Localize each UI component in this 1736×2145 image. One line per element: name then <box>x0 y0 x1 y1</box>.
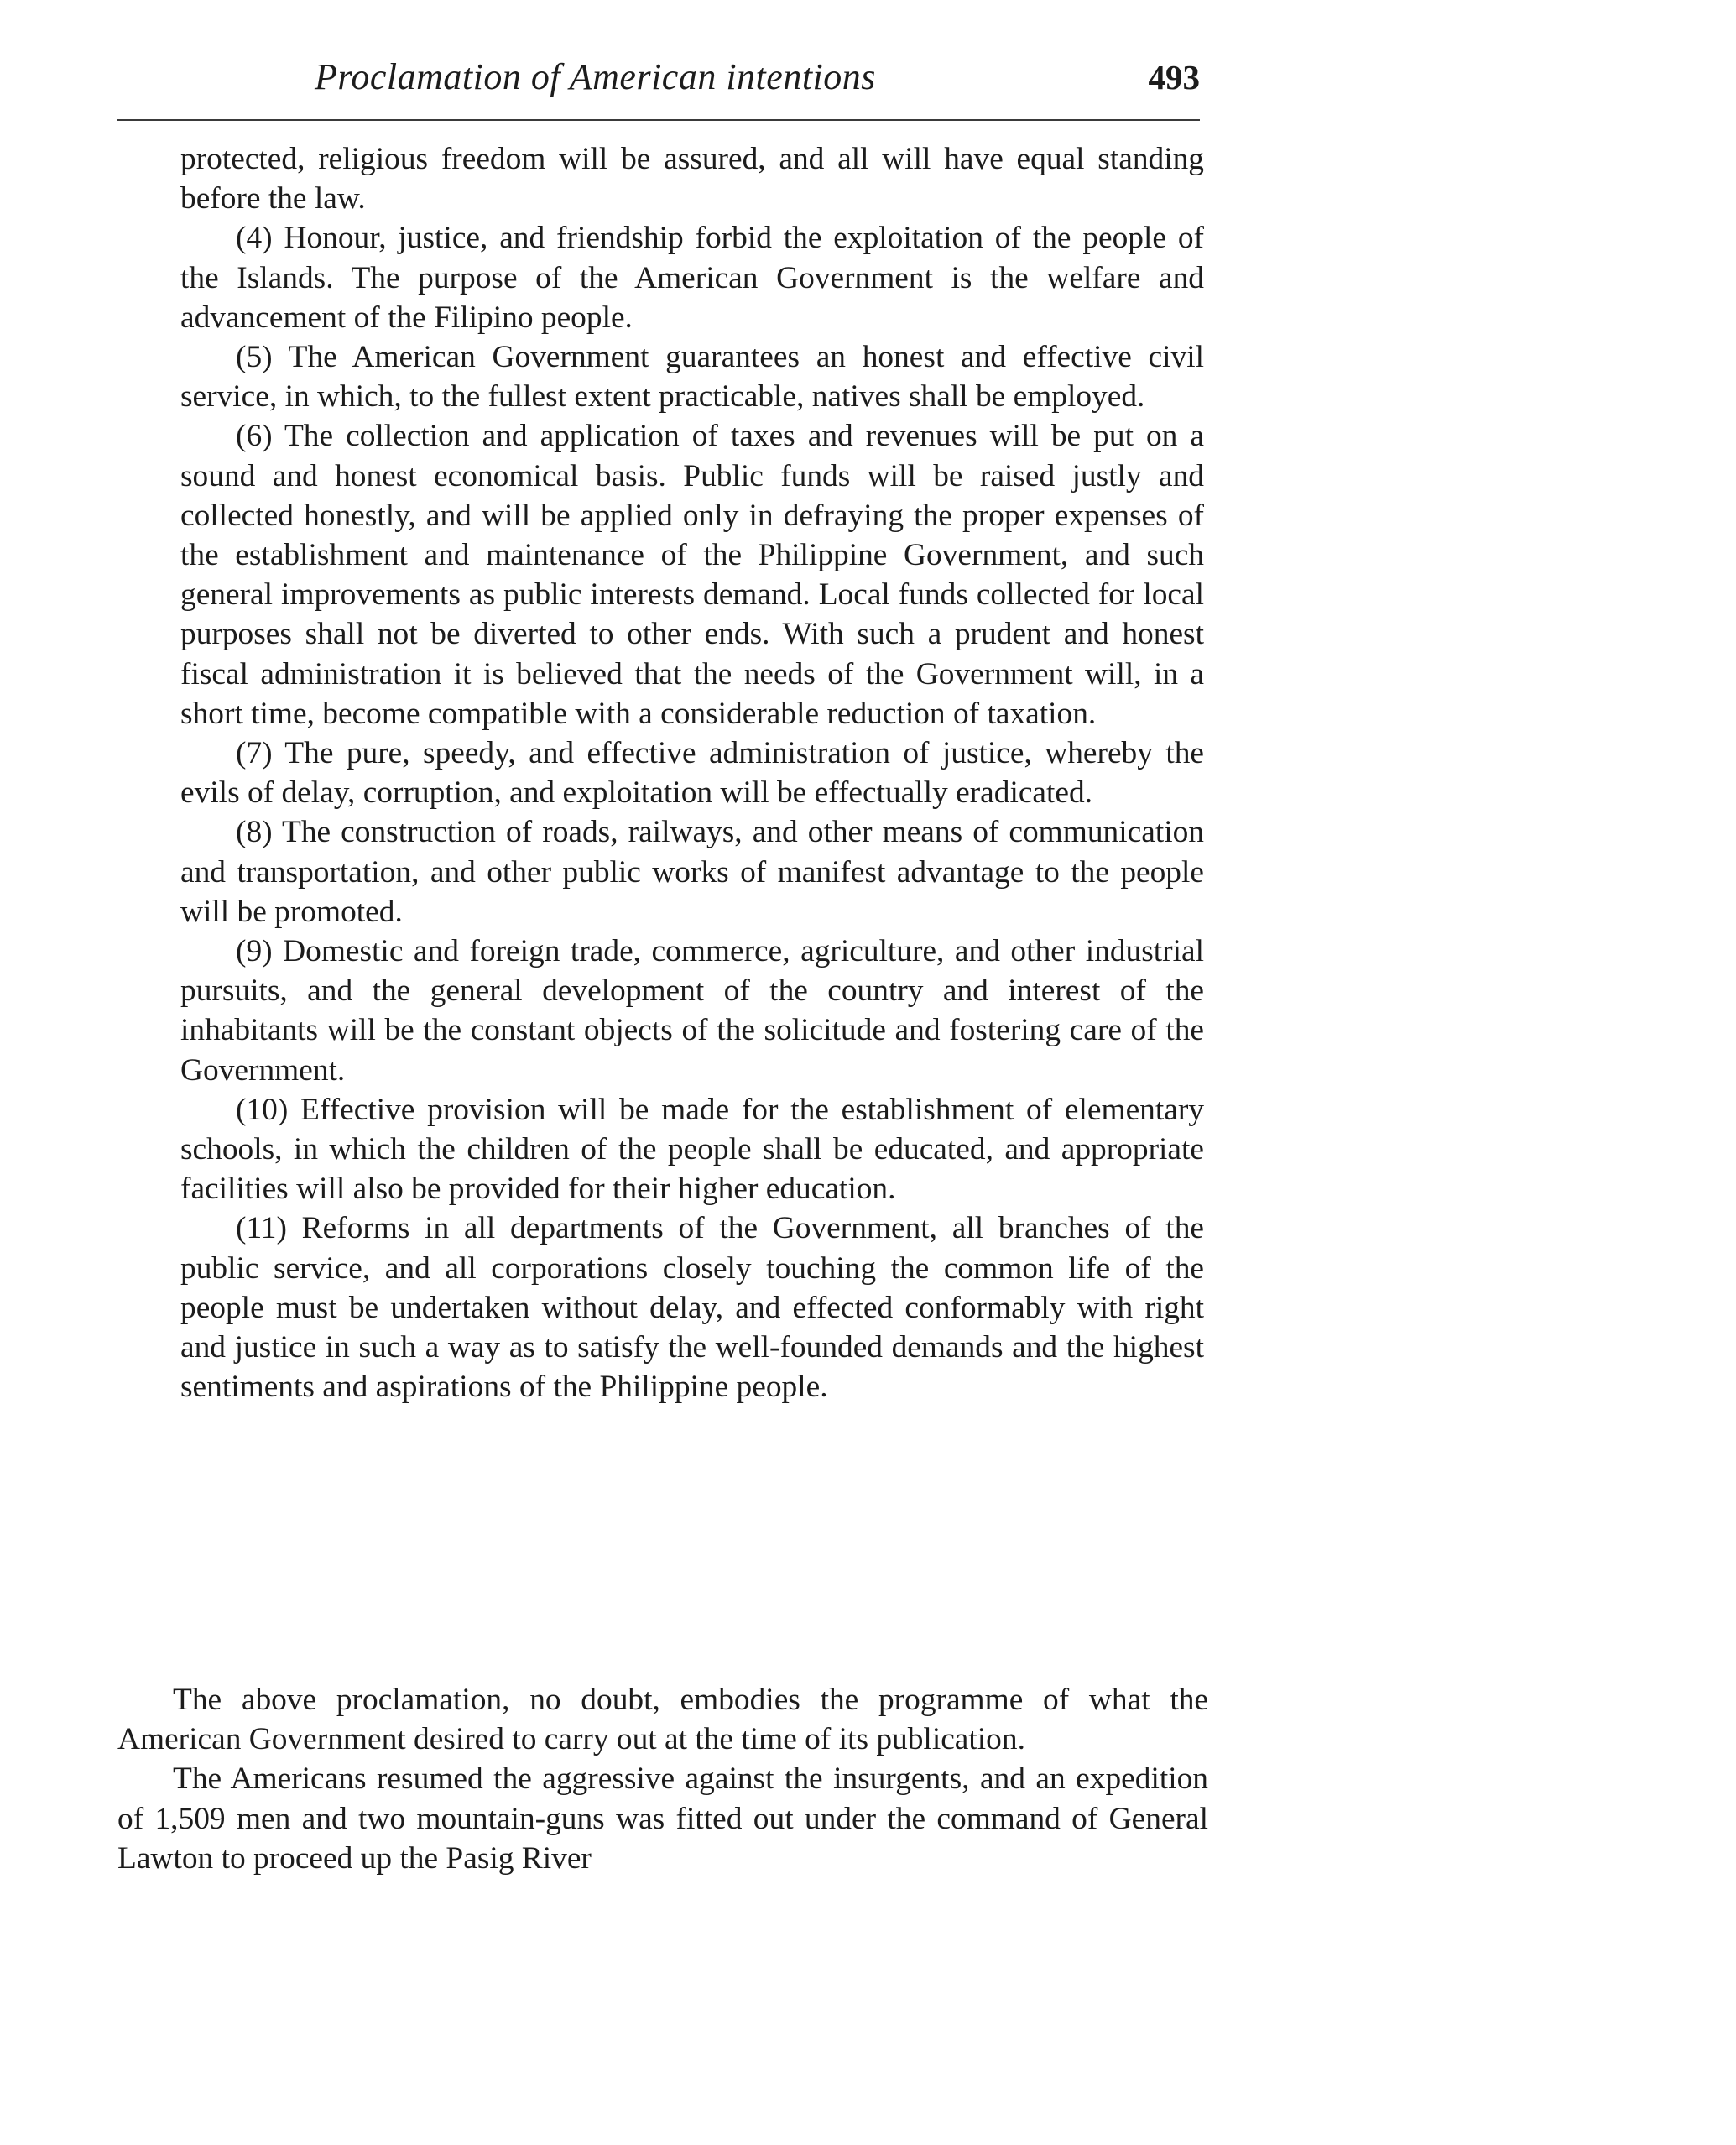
proclamation-text <box>180 139 1204 1407</box>
proclamation-item-6: (6) The collection and application of taxes and revenues will be put on a sound and honest economical basis. Public funds will be raised justly and collected honestly, and will be applied only in defraying the proper expenses of the establishment and maintenance of the Philippine Government, and such general improvements as public interests demand. Local funds collected for local purposes shall not be diverted to other ends. With such a prudent and honest fiscal administration it is believed that the needs of the Government will, in a short time, become compatible with a considerable reduction of taxation. <box>180 419 1204 731</box>
proclamation-item-7: (7) The pure, speedy, and effective administration of justice, whereby the evils of delay, corruption, and exploitation will be effectually eradicated. <box>180 736 1204 811</box>
header-rule <box>117 119 1200 121</box>
body-paragraph: The Americans resumed the aggressive against the insurgents, and an expedition of 1,509 men and two mountain-guns was fitted out under the command of General Lawton to proceed up the Pasig River <box>117 1761 1208 1876</box>
proclamation-item-9: (9) Domestic and foreign trade, commerce, agriculture, and other industrial pursuits, and the general development of the country and interest of the inhabitants will be the constant objects of the solicitude and fostering care of the Government. <box>180 934 1204 1088</box>
proclamation-item-10: (10) Effective provision will be made for the establishment of elementary schools, in which the children of the people shall be educated, and appropriate facilities will also be provided for their higher education. <box>180 1092 1204 1207</box>
page-number: 493 <box>1148 58 1200 97</box>
proclamation-item-4: (4) Honour, justice, and friendship forbid the exploitation of the people of the Islands. The purpose of the American Government is the welfare and advancement of the Filipino people. <box>180 221 1204 335</box>
proclamation-item-5: (5) The American Government guarantees an honest and effective civil service, in which, to the fullest extent practicable, natives shall be employed. <box>180 340 1204 415</box>
proclamation-item-11: (11) Reforms in all departments of the Government, all branches of the public service, and all corporations closely touching the common life of the people must be undertaken without delay, and effected conformably with right and justice in such a way as to satisfy the well-founded demands and the highest sentiments and aspirations of the Philippine people. <box>180 1211 1204 1405</box>
body-paragraph: The above proclamation, no doubt, embodies the programme of what the American Government desired to carry out at the time of its publication. <box>117 1683 1208 1757</box>
page-header <box>117 52 1200 102</box>
continued-paragraph: protected, religious freedom will be assured, and all will have equal standing before the law. <box>180 142 1204 217</box>
proclamation-item-8: (8) The construction of roads, railways, and other means of communication and transportation, and other public works of manifest advantage to the people will be promoted. <box>180 815 1204 929</box>
running-title: Proclamation of American intentions <box>315 56 876 97</box>
commentary-text <box>117 1680 1208 1878</box>
